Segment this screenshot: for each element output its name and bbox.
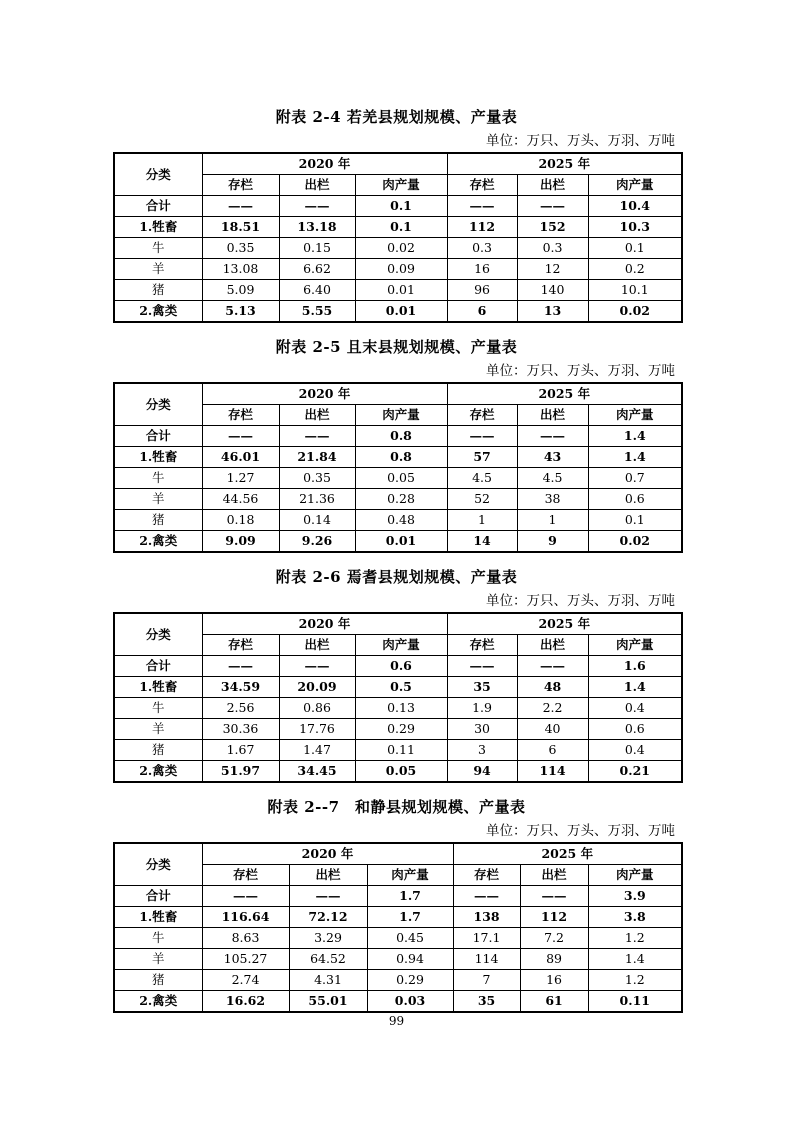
sub-header: 存栏 — [202, 405, 279, 426]
cell-value: 52 — [447, 489, 517, 510]
cell-value: 96 — [447, 280, 517, 301]
cell-value: 0.2 — [588, 259, 682, 280]
table-row — [114, 761, 682, 783]
cell-value: 40 — [517, 719, 588, 740]
cell-value: 0.6 — [588, 489, 682, 510]
row-label: 合计 — [114, 196, 202, 217]
row-label: 牛 — [114, 238, 202, 259]
sub-header: 存栏 — [202, 635, 279, 656]
cell-value: 6 — [517, 740, 588, 761]
cell-value: 0.3 — [447, 238, 517, 259]
data-table — [113, 382, 683, 553]
cell-value: 0.13 — [355, 698, 447, 719]
table-row — [114, 970, 682, 991]
cell-value: 1.4 — [588, 677, 682, 698]
cell-value: 1.9 — [447, 698, 517, 719]
cell-value: 5.55 — [279, 301, 355, 323]
cell-value: —— — [279, 196, 355, 217]
cell-value: 10.3 — [588, 217, 682, 238]
table-row — [114, 510, 682, 531]
sub-header: 出栏 — [517, 635, 588, 656]
row-label: 羊 — [114, 489, 202, 510]
row-label: 1.牲畜 — [114, 677, 202, 698]
cell-value: 13.08 — [202, 259, 279, 280]
cell-value: 0.15 — [279, 238, 355, 259]
cell-value: 114 — [517, 761, 588, 783]
table-row — [114, 698, 682, 719]
cell-value: —— — [202, 886, 289, 907]
row-label: 1.牲畜 — [114, 217, 202, 238]
unit-note: 单位：万只、万头、万羽、万吨 — [486, 823, 675, 839]
row-label: 牛 — [114, 468, 202, 489]
cell-value: 34.59 — [202, 677, 279, 698]
table-row — [114, 928, 682, 949]
cell-value: 1 — [447, 510, 517, 531]
cell-value: 0.28 — [355, 489, 447, 510]
sub-header: 肉产量 — [355, 405, 447, 426]
year-header: 2025 年 — [447, 153, 682, 175]
cell-value: 0.11 — [355, 740, 447, 761]
cell-value: 0.18 — [202, 510, 279, 531]
cell-value: 0.05 — [355, 468, 447, 489]
table-title: 附表 2-4 若羌县规划规模、产量表 — [275, 108, 518, 126]
data-table — [113, 612, 683, 783]
sub-header: 出栏 — [279, 175, 355, 196]
table-row — [114, 280, 682, 301]
cell-value: 0.8 — [355, 447, 447, 468]
year-header: 2025 年 — [447, 383, 682, 405]
data-table — [113, 152, 683, 323]
cell-value: 64.52 — [289, 949, 367, 970]
cell-value: 20.09 — [279, 677, 355, 698]
unit-note: 单位：万只、万头、万羽、万吨 — [486, 593, 675, 609]
table-row — [114, 301, 682, 323]
cell-value: 0.35 — [279, 468, 355, 489]
cell-value: 7.2 — [520, 928, 588, 949]
cell-value: —— — [289, 886, 367, 907]
row-label: 羊 — [114, 719, 202, 740]
cell-value: 1.4 — [588, 949, 682, 970]
sub-header: 存栏 — [447, 405, 517, 426]
cell-value: 2.56 — [202, 698, 279, 719]
cell-value: —— — [453, 886, 520, 907]
table-row — [114, 531, 682, 553]
cell-value: —— — [447, 426, 517, 447]
cell-value: 72.12 — [289, 907, 367, 928]
cell-value: 112 — [447, 217, 517, 238]
cell-value: 0.1 — [588, 238, 682, 259]
cell-value: 0.01 — [355, 301, 447, 323]
cell-value: 94 — [447, 761, 517, 783]
cell-value: 21.84 — [279, 447, 355, 468]
sub-header: 肉产量 — [588, 405, 682, 426]
cell-value: 9 — [517, 531, 588, 553]
cell-value: 18.51 — [202, 217, 279, 238]
cell-value: 8.63 — [202, 928, 289, 949]
table-row — [114, 991, 682, 1013]
cell-value: 1.2 — [588, 970, 682, 991]
table-row — [114, 489, 682, 510]
cell-value: 7 — [453, 970, 520, 991]
table-row — [114, 217, 682, 238]
cell-value: 30.36 — [202, 719, 279, 740]
row-label: 2.禽类 — [114, 531, 202, 553]
cell-value: 3.8 — [588, 907, 682, 928]
sub-header: 出栏 — [279, 405, 355, 426]
row-label: 羊 — [114, 949, 202, 970]
cell-value: 14 — [447, 531, 517, 553]
cell-value: —— — [279, 426, 355, 447]
cell-value: 0.86 — [279, 698, 355, 719]
sub-header: 出栏 — [520, 865, 588, 886]
header-row-years — [114, 843, 682, 865]
cell-value: 13 — [517, 301, 588, 323]
sub-header: 存栏 — [447, 175, 517, 196]
category-header: 分类 — [114, 843, 202, 886]
cell-value: 0.7 — [588, 468, 682, 489]
cell-value: 10.4 — [588, 196, 682, 217]
cell-value: 0.3 — [517, 238, 588, 259]
cell-value: 35 — [453, 991, 520, 1013]
sub-header: 肉产量 — [355, 175, 447, 196]
cell-value: —— — [202, 656, 279, 677]
table-row — [114, 949, 682, 970]
table-title: 附表 2-6 焉耆县规划规模、产量表 — [275, 568, 518, 586]
cell-value: 89 — [520, 949, 588, 970]
unit-note: 单位：万只、万头、万羽、万吨 — [486, 363, 675, 379]
cell-value: 0.03 — [367, 991, 453, 1013]
cell-value: 0.01 — [355, 531, 447, 553]
table-row — [114, 740, 682, 761]
cell-value: 46.01 — [202, 447, 279, 468]
row-label: 2.禽类 — [114, 991, 202, 1013]
cell-value: 1.7 — [367, 886, 453, 907]
sub-header: 存栏 — [447, 635, 517, 656]
row-label: 牛 — [114, 928, 202, 949]
page-number: 99 — [388, 1014, 405, 1028]
row-label: 猪 — [114, 280, 202, 301]
cell-value: 105.27 — [202, 949, 289, 970]
row-label: 羊 — [114, 259, 202, 280]
cell-value: 0.29 — [367, 970, 453, 991]
cell-value: 61 — [520, 991, 588, 1013]
cell-value: 12 — [517, 259, 588, 280]
cell-value: 43 — [517, 447, 588, 468]
row-label: 1.牲畜 — [114, 447, 202, 468]
year-header: 2020 年 — [202, 843, 453, 865]
row-label: 合计 — [114, 886, 202, 907]
sub-header: 肉产量 — [588, 175, 682, 196]
cell-value: —— — [447, 196, 517, 217]
cell-value: —— — [202, 196, 279, 217]
table-row — [114, 719, 682, 740]
cell-value: —— — [517, 426, 588, 447]
sub-header: 出栏 — [517, 175, 588, 196]
cell-value: 0.01 — [355, 280, 447, 301]
sub-header: 存栏 — [202, 175, 279, 196]
cell-value: 17.76 — [279, 719, 355, 740]
cell-value: 0.02 — [355, 238, 447, 259]
cell-value: 116.64 — [202, 907, 289, 928]
row-label: 合计 — [114, 426, 202, 447]
cell-value: 0.21 — [588, 761, 682, 783]
sub-header: 肉产量 — [367, 865, 453, 886]
cell-value: 0.6 — [588, 719, 682, 740]
sub-header: 出栏 — [279, 635, 355, 656]
cell-value: 9.26 — [279, 531, 355, 553]
cell-value: 1.67 — [202, 740, 279, 761]
row-label: 猪 — [114, 740, 202, 761]
cell-value: 51.97 — [202, 761, 279, 783]
row-label: 合计 — [114, 656, 202, 677]
year-header: 2020 年 — [202, 383, 447, 405]
cell-value: 6 — [447, 301, 517, 323]
cell-value: 10.1 — [588, 280, 682, 301]
row-label: 2.禽类 — [114, 301, 202, 323]
cell-value: 1 — [517, 510, 588, 531]
table-row — [114, 656, 682, 677]
category-header: 分类 — [114, 153, 202, 196]
sub-header: 存栏 — [202, 865, 289, 886]
cell-value: 0.05 — [355, 761, 447, 783]
cell-value: 0.11 — [588, 991, 682, 1013]
year-header: 2025 年 — [453, 843, 682, 865]
cell-value: 5.13 — [202, 301, 279, 323]
sub-header: 出栏 — [289, 865, 367, 886]
cell-value: 48 — [517, 677, 588, 698]
cell-value: 112 — [520, 907, 588, 928]
cell-value: 0.1 — [355, 217, 447, 238]
cell-value: 1.7 — [367, 907, 453, 928]
cell-value: 38 — [517, 489, 588, 510]
cell-value: 1.47 — [279, 740, 355, 761]
unit-note: 单位：万只、万头、万羽、万吨 — [486, 133, 675, 149]
cell-value: 1.27 — [202, 468, 279, 489]
cell-value: —— — [279, 656, 355, 677]
cell-value: 34.45 — [279, 761, 355, 783]
cell-value: 0.8 — [355, 426, 447, 447]
cell-value: 0.1 — [588, 510, 682, 531]
cell-value: 5.09 — [202, 280, 279, 301]
cell-value: 30 — [447, 719, 517, 740]
cell-value: 21.36 — [279, 489, 355, 510]
cell-value: 0.02 — [588, 531, 682, 553]
cell-value: 0.35 — [202, 238, 279, 259]
cell-value: 35 — [447, 677, 517, 698]
category-header: 分类 — [114, 383, 202, 426]
cell-value: 16 — [447, 259, 517, 280]
cell-value: 114 — [453, 949, 520, 970]
table-row — [114, 196, 682, 217]
cell-value: 1.2 — [588, 928, 682, 949]
cell-value: 0.48 — [355, 510, 447, 531]
cell-value: 13.18 — [279, 217, 355, 238]
header-row-years — [114, 153, 682, 175]
cell-value: 16.62 — [202, 991, 289, 1013]
cell-value: 3.9 — [588, 886, 682, 907]
cell-value: 2.74 — [202, 970, 289, 991]
sub-header: 肉产量 — [588, 635, 682, 656]
cell-value: 0.14 — [279, 510, 355, 531]
cell-value: 0.45 — [367, 928, 453, 949]
cell-value: 0.94 — [367, 949, 453, 970]
table-row — [114, 886, 682, 907]
cell-value: 9.09 — [202, 531, 279, 553]
cell-value: 1.6 — [588, 656, 682, 677]
cell-value: —— — [517, 196, 588, 217]
cell-value: 0.4 — [588, 740, 682, 761]
data-table — [113, 842, 683, 1013]
table-row — [114, 468, 682, 489]
cell-value: 140 — [517, 280, 588, 301]
cell-value: —— — [447, 656, 517, 677]
cell-value: 2.2 — [517, 698, 588, 719]
cell-value: —— — [202, 426, 279, 447]
header-row-years — [114, 613, 682, 635]
cell-value: 3.29 — [289, 928, 367, 949]
cell-value: 16 — [520, 970, 588, 991]
cell-value: 1.4 — [588, 426, 682, 447]
sub-header: 肉产量 — [355, 635, 447, 656]
cell-value: 4.5 — [447, 468, 517, 489]
cell-value: 1.4 — [588, 447, 682, 468]
cell-value: 152 — [517, 217, 588, 238]
table-row — [114, 677, 682, 698]
cell-value: 0.02 — [588, 301, 682, 323]
cell-value: 55.01 — [289, 991, 367, 1013]
cell-value: 4.5 — [517, 468, 588, 489]
cell-value: 6.40 — [279, 280, 355, 301]
year-header: 2020 年 — [202, 153, 447, 175]
cell-value: 138 — [453, 907, 520, 928]
row-label: 猪 — [114, 510, 202, 531]
sub-header: 出栏 — [517, 405, 588, 426]
cell-value: 0.6 — [355, 656, 447, 677]
sub-header: 肉产量 — [588, 865, 682, 886]
row-label: 1.牲畜 — [114, 907, 202, 928]
cell-value: 17.1 — [453, 928, 520, 949]
table-row — [114, 447, 682, 468]
cell-value: 4.31 — [289, 970, 367, 991]
header-row-years — [114, 383, 682, 405]
cell-value: 3 — [447, 740, 517, 761]
cell-value: 57 — [447, 447, 517, 468]
year-header: 2020 年 — [202, 613, 447, 635]
cell-value: —— — [517, 656, 588, 677]
cell-value: —— — [520, 886, 588, 907]
table-row — [114, 259, 682, 280]
cell-value: 0.5 — [355, 677, 447, 698]
cell-value: 0.09 — [355, 259, 447, 280]
row-label: 2.禽类 — [114, 761, 202, 783]
table-title: 附表 2-5 且末县规划规模、产量表 — [275, 338, 518, 356]
table-title: 附表 2--7 和静县规划规模、产量表 — [267, 798, 526, 816]
cell-value: 0.1 — [355, 196, 447, 217]
year-header: 2025 年 — [447, 613, 682, 635]
row-label: 牛 — [114, 698, 202, 719]
row-label: 猪 — [114, 970, 202, 991]
cell-value: 0.4 — [588, 698, 682, 719]
table-row — [114, 907, 682, 928]
table-row — [114, 426, 682, 447]
table-row — [114, 238, 682, 259]
category-header: 分类 — [114, 613, 202, 656]
sub-header: 存栏 — [453, 865, 520, 886]
cell-value: 6.62 — [279, 259, 355, 280]
cell-value: 0.29 — [355, 719, 447, 740]
cell-value: 44.56 — [202, 489, 279, 510]
